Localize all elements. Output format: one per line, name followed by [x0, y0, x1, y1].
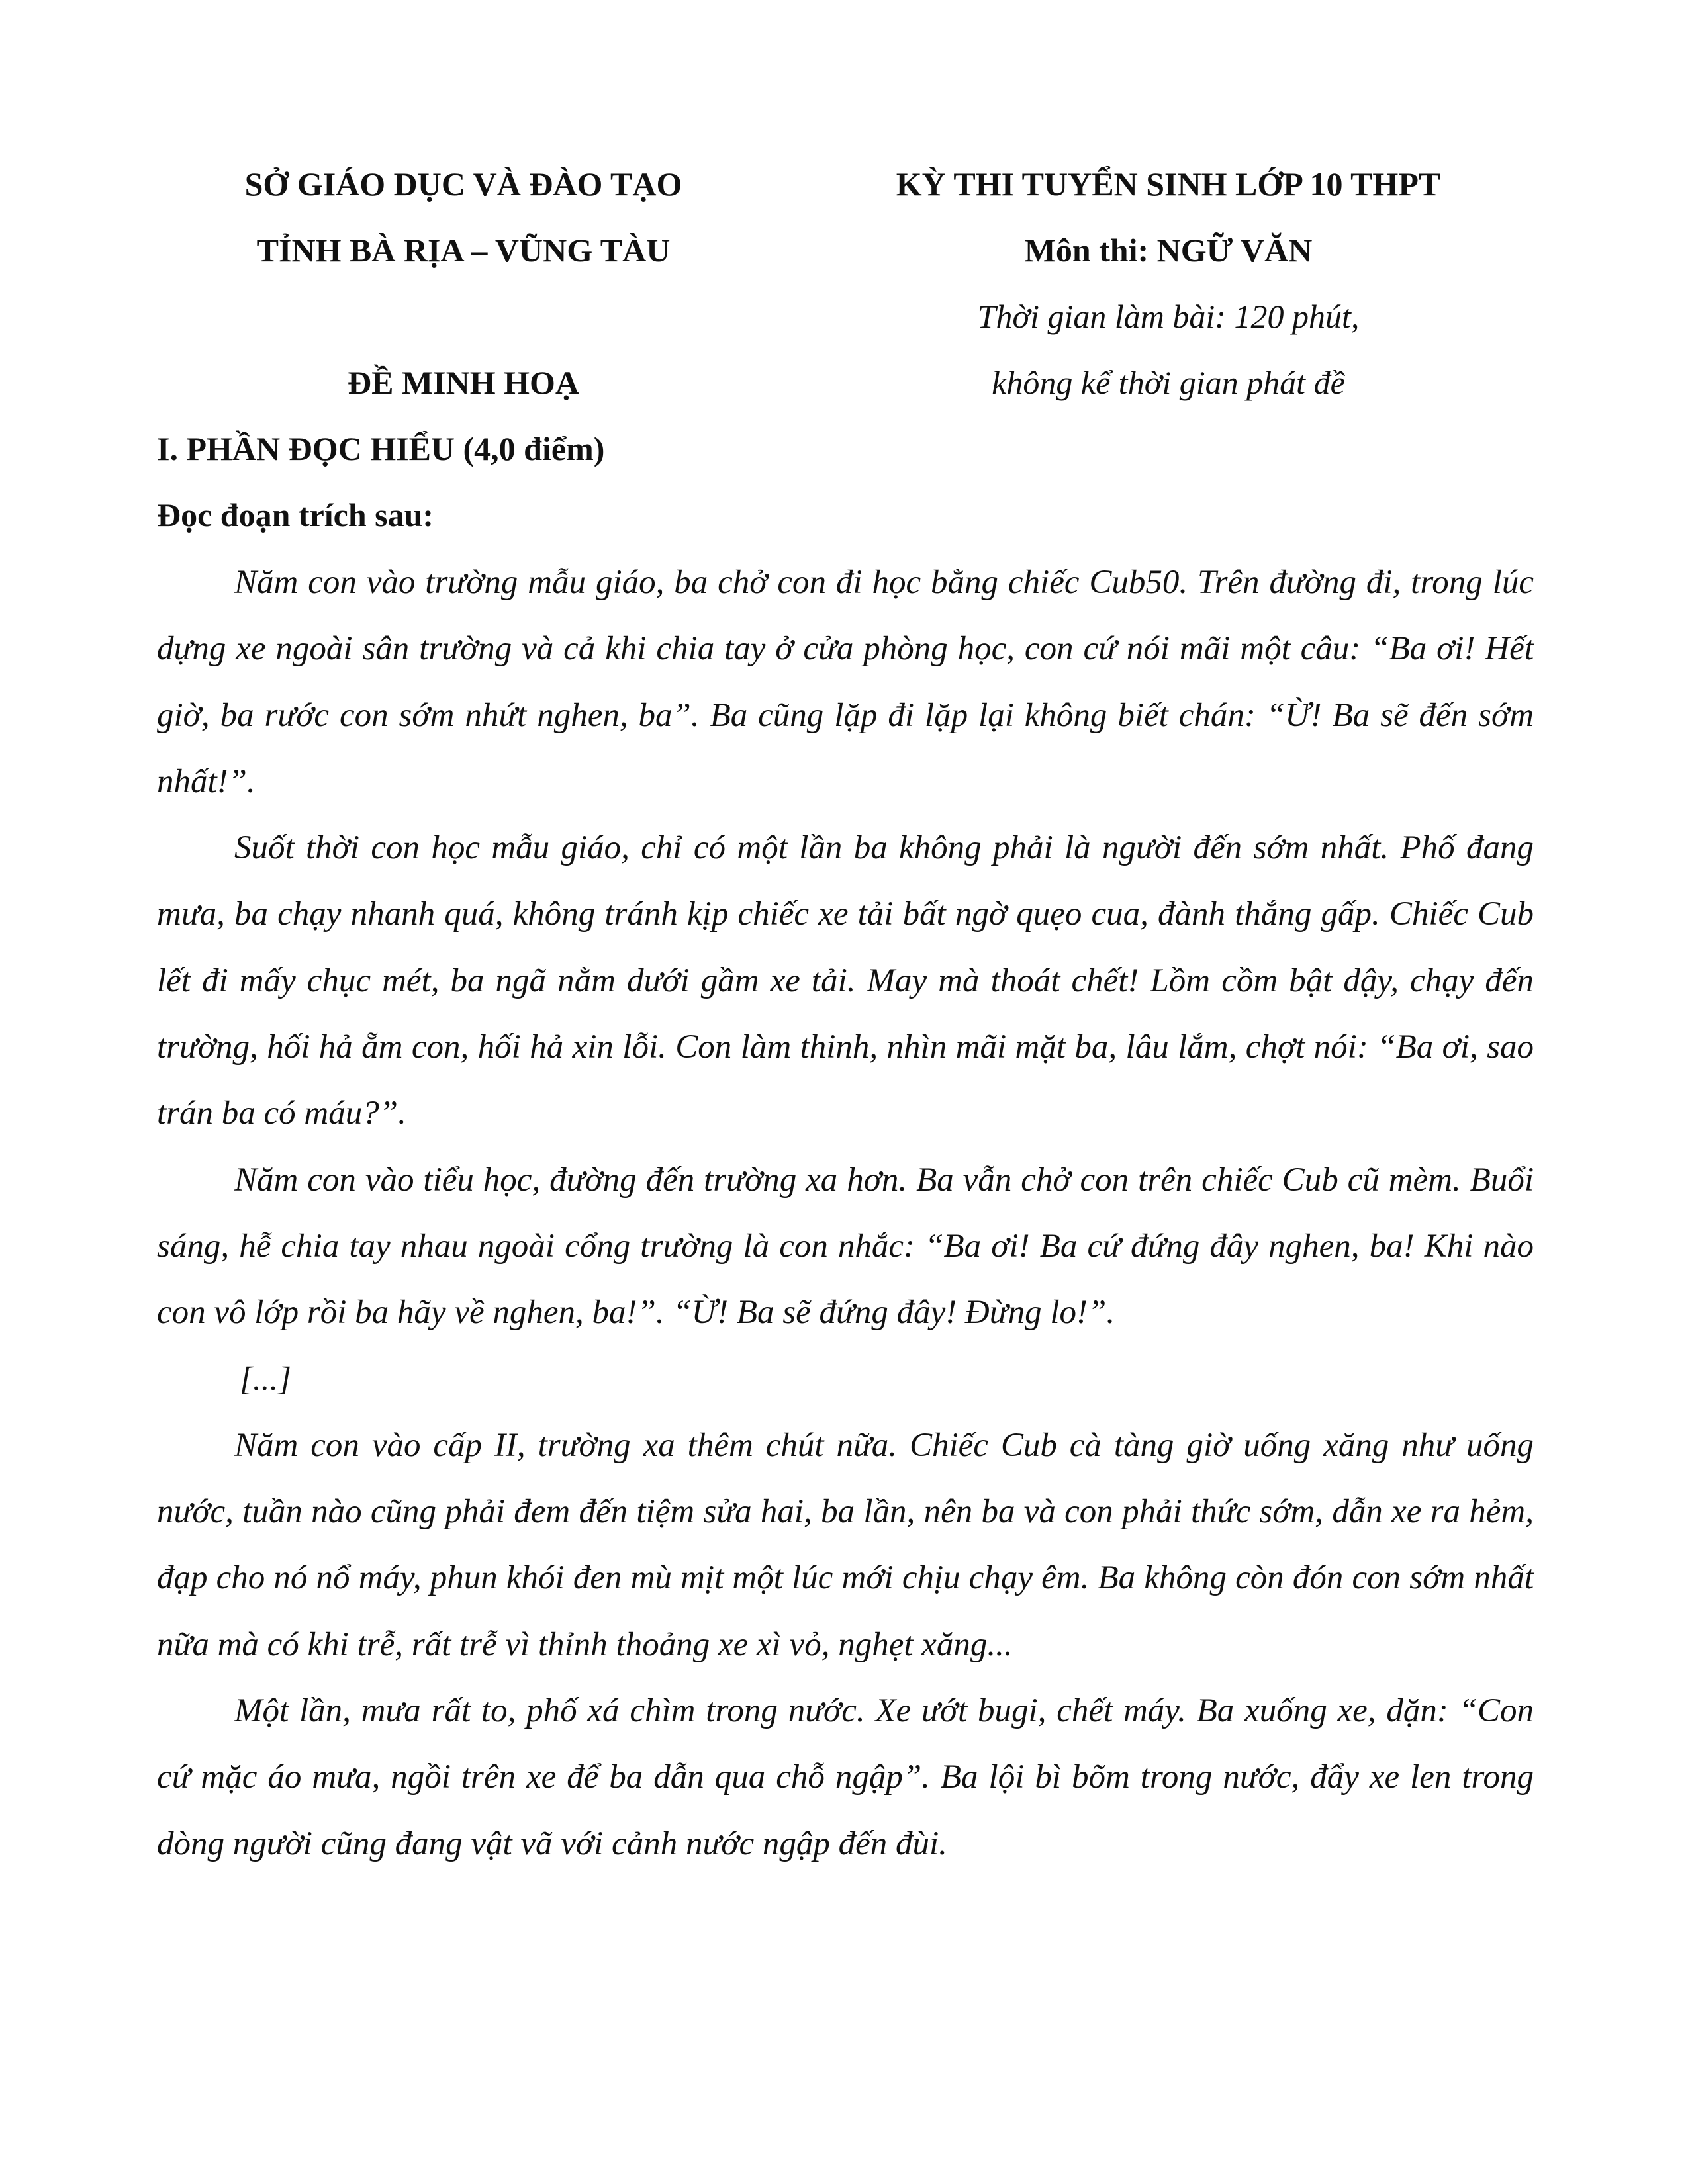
passage-paragraph: Năm con vào trường mẫu giáo, ba chở con đi học bằng chiếc Cub50. Trên đường đi, trong lúc dựng xe ngoài sân trường và cả khi chia tay ở cửa phòng học, con cứ nói mãi một câu: “Ba ơi! Hết giờ, ba rước con sớm nhứt nghen, ba”. Ba cũng lặp đi lặp lại không biết chán: “Ừ! Ba sẽ đến sớm nhất!”. — [157, 564, 1534, 800]
exam-subject: Môn thi: NGỮ VĂN — [1024, 232, 1313, 269]
exam-title: KỲ THI TUYỂN SINH LỚP 10 THPT — [896, 165, 1441, 203]
department-header — [165, 151, 761, 283]
reading-instruction: Đọc đoạn trích sau: — [157, 496, 434, 533]
passage-paragraph: Suốt thời con học mẫu giáo, chỉ có một lần ba không phải là người đến sớm nhất. Phố đang mưa, ba chạy nhanh quá, không tránh kịp chiếc xe tải bất ngờ quẹo cua, đành thắng gấp. Chiếc Cub lết đi mấy chục mét, ba ngã nằm dưới gầm xe tải. May mà thoát chết! Lồm cồm bật dậy, chạy đến trường, hối hả ẵm con, hối hả xin lỗi. Con làm thinh, nhìn mãi mặt ba, lâu lắm, chợt nói: “Ba ơi, sao trán ba có máu?”. — [157, 829, 1534, 1132]
exam-duration-note: không kể thời gian phát đề — [992, 364, 1345, 401]
section-title: I. PHẦN ĐỌC HIỂU (4,0 điểm) — [157, 430, 605, 467]
department-name: SỞ GIÁO DỤC VÀ ĐÀO TẠO — [244, 165, 682, 203]
passage-paragraph: Một lần, mưa rất to, phố xá chìm trong nước. Xe ướt bugi, chết máy. Ba xuống xe, dặn: “Con cứ mặc áo mưa, ngồi trên xe để ba dẫn qua chỗ ngập”. Ba lội bì bõm trong nước, đẩy xe len trong dòng người cũng đang vật vã với cảnh nước ngập đến đùi. — [157, 1692, 1534, 1862]
document-label: ĐỀ MINH HOẠ — [348, 364, 579, 401]
reading-passage — [157, 549, 1534, 1877]
exam-duration: Thời gian làm bài: 120 phút, — [977, 298, 1360, 335]
exam-header — [814, 151, 1523, 416]
passage-paragraph: Năm con vào cấp II, trường xa thêm chút nữa. Chiếc Cub cà tàng giờ uống xăng như uống nước, tuần nào cũng phải đem đến tiệm sửa hai, ba lần, nên ba và con phải thức sớm, dẫn xe ra hẻm, đạp cho nó nổ máy, phun khói đen mù mịt một lúc mới chịu chạy êm. Ba không còn đón con sớm nhất nữa mà có khi trễ, rất trễ vì thỉnh thoảng xe xì vỏ, nghẹt xăng... — [157, 1426, 1534, 1663]
province-name: TỈNH BÀ RỊA – VŨNG TÀU — [256, 232, 671, 269]
passage-paragraph: Năm con vào tiểu học, đường đến trường xa hơn. Ba vẫn chở con trên chiếc Cub cũ mèm. Buổi sáng, hễ chia tay nhau ngoài cổng trường là con nhắc: “Ba ơi! Ba cứ đứng đây nghen, ba! Khi nào con vô lớp rồi ba hãy về nghen, ba!”. “Ừ! Ba sẽ đứng đây! Đừng lo!”. — [157, 1161, 1534, 1332]
passage-ellipsis: [...] — [240, 1360, 291, 1398]
